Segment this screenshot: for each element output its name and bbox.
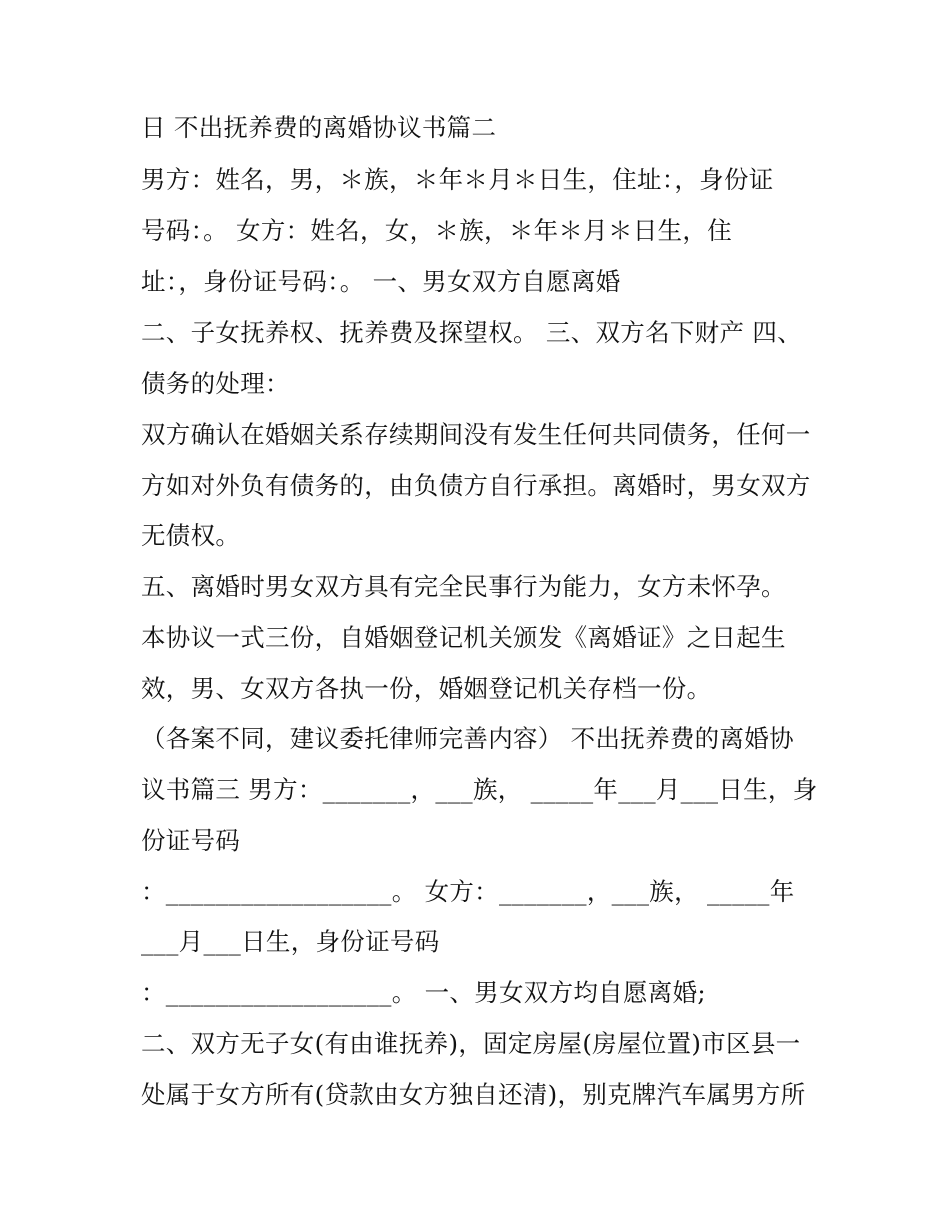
text-line: 址：，身份证号码：。 一、男女双方自愿离婚 (141, 267, 621, 296)
text-line: 二、子女抚养权、抚养费及探望权。 三、双方名下财产 四、 (141, 318, 802, 347)
text-line: ___月___日生，身份证号码 (141, 927, 440, 956)
text-line: 方如对外负有债务的，由负债方自行承担。离婚时，男女双方 (141, 471, 811, 500)
text-line: 日 不出抚养费的离婚协议书篇二 (141, 113, 497, 142)
text-line: 五、离婚时男女双方具有完全民事行为能力，女方未怀孕。 (141, 572, 786, 601)
text-line: 份证号码 (141, 826, 241, 855)
text-line: 债务的处理： (141, 369, 290, 398)
text-line: 男方：姓名，男，＊族，＊年＊月＊日生，住址：，身份证 (141, 165, 774, 194)
text-line: 双方确认在婚姻关系存续期间没有发生任何共同债务，任何一 (141, 420, 811, 449)
text-line: 本协议一式三份，自婚姻登记机关颁发《离婚证》之日起生 (141, 623, 786, 652)
text-line: 无债权。 (141, 521, 241, 550)
text-line: （各案不同，建议委托律师完善内容） 不出抚养费的离婚协 (141, 724, 794, 753)
text-line: ：__________________。 一、男女双方均自愿离婚; (141, 978, 706, 1007)
text-line: 二、双方无子女(有由谁抚养)，固定房屋(房屋位置)市区县一 (141, 1029, 801, 1058)
text-line: 效，男、女双方各执一份，婚姻登记机关存档一份。 (141, 674, 712, 703)
text-line: 号码：。 女方：姓名，女，＊族，＊年＊月＊日生，住 (141, 216, 733, 245)
text-line: ：__________________。 女方：_______，___族， _____年 (141, 877, 795, 906)
text-line: 处属于女方所有(贷款由女方独自还清)，别克牌汽车属男方所 (141, 1080, 806, 1109)
text-line: 议书篇三 男方：_______，___族， _____年___月___日生，身 (141, 775, 818, 804)
